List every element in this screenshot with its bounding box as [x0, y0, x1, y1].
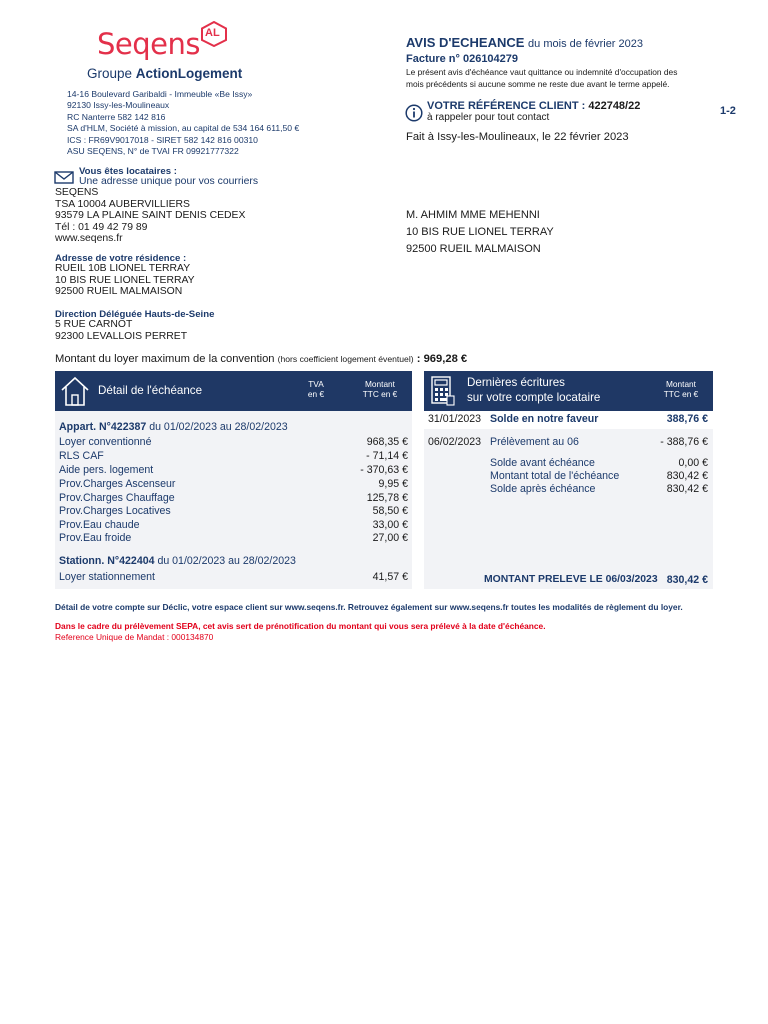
detail-item-value: - 370,63 €: [360, 464, 408, 476]
summary-label: Solde après échéance: [490, 483, 596, 495]
notice-disclaimer: Le présent avis d'échéance vaut quittance ou indemnité d'occupation des mois précédents si aucune somme ne reste due avant le terme appelé.: [406, 67, 678, 89]
account-entry-label: Solde en notre faveur: [490, 413, 599, 425]
brand-logo-word: Seqens: [97, 27, 200, 61]
detail-item-label: Prov.Eau chaude: [59, 519, 140, 531]
account-entry-value: - 388,76 €: [660, 436, 708, 448]
brand-group-name: Groupe ActionLogement: [87, 66, 243, 81]
parking-line: Stationn. N°422404 du 01/02/2023 au 28/02/2023: [59, 555, 296, 567]
detail-item-value: - 71,14 €: [366, 450, 408, 462]
place-date: Fait à Issy-les-Moulineaux, le 22 février 2023: [406, 131, 629, 143]
parking-item-value: 41,57 €: [372, 571, 408, 583]
detail-item-value: 27,00 €: [372, 532, 408, 544]
detail-panel-title: Détail de l'échéance: [98, 384, 203, 397]
tenants-subtitle: Une adresse unique pour vos courriers: [79, 176, 259, 187]
apartment-line: Appart. N°422387 du 01/02/2023 au 28/02/2023: [59, 421, 288, 433]
direction-address: 5 RUE CARNOT 92300 LEVALLOIS PERRET: [55, 319, 188, 342]
calculator-icon: [429, 376, 455, 411]
summary-value: 830,42 €: [666, 470, 708, 482]
sender-address: 14-16 Boulevard Garibaldi - Immeuble «Be Issy» 92130 Issy-les-Moulineaux RC Nanterre 582 142 816 SA d'HLM, Société à mission, au capital de 534 164 611,50 € ICS : FR69V9017018 - SIRET 582 142 816 00310 ASU SEQENS, N° de TVAI FR 09921777322: [67, 89, 300, 157]
detail-item-label: Prov.Charges Locatives: [59, 505, 171, 517]
invoice-number: Facture n° 026104279: [406, 53, 519, 65]
col-montant-header: Montant TTC en €: [362, 379, 398, 399]
max-rent-line: Montant du loyer maximum de la convention (hors coefficient logement éventuel) : 969,28 €: [55, 353, 468, 365]
detail-item-label: Prov.Charges Chauffage: [59, 492, 175, 504]
page-number: 1-2: [720, 105, 736, 117]
total-debit-label: MONTANT PRELEVE LE 06/03/2023: [484, 574, 658, 585]
brand-logo-badge: [200, 21, 228, 47]
account-entry-date: 31/01/2023: [428, 413, 482, 425]
client-reference: VOTRE RÉFÉRENCE CLIENT : 422748/22: [427, 100, 641, 112]
detail-item-value: 968,35 €: [366, 436, 408, 448]
footer-sepa: Dans le cadre du prélèvement SEPA, cet avis sert de prénotification du montant qui vous sera prélevé à la date d'échéance.: [55, 621, 546, 631]
col-montant-header: Montant TTC en €: [663, 379, 699, 399]
brand-badge-text: AL: [205, 27, 220, 39]
account-entry-value: 388,76 €: [666, 413, 708, 425]
parking-item-label: Loyer stationnement: [59, 571, 155, 583]
total-debit-value: 830,42 €: [666, 574, 708, 586]
detail-item-label: RLS CAF: [59, 450, 104, 462]
detail-item-label: Aide pers. logement: [59, 464, 154, 476]
detail-item-value: 9,95 €: [378, 478, 408, 490]
summary-label: Solde avant échéance: [490, 457, 595, 469]
account-entry-date: 06/02/2023: [428, 436, 482, 448]
tenants-address: SEQENS TSA 10004 AUBERVILLIERS 93579 LA PLAINE SAINT DENIS CEDEX Tél : 01 49 42 79 89 www.seqens.fr: [55, 187, 246, 245]
client-reference-hint: à rappeler pour tout contact: [427, 112, 550, 123]
detail-item-value: 58,50 €: [372, 505, 408, 517]
detail-item-value: 33,00 €: [372, 519, 408, 531]
account-panel-title: Dernières écritures sur votre compte locataire: [467, 376, 601, 404]
tenants-title: Vous êtes locataires :: [79, 166, 177, 177]
recipient-address: M. AHMIM MME MEHENNI 10 BIS RUE LIONEL TERRAY 92500 RUEIL MALMAISON: [406, 209, 554, 255]
summary-value: 0,00 €: [678, 457, 708, 469]
info-icon: [405, 104, 423, 127]
col-tva-header: TVA en €: [307, 379, 325, 399]
summary-label: Montant total de l'échéance: [490, 470, 620, 482]
account-panel-header: [424, 371, 713, 411]
summary-value: 830,42 €: [666, 483, 708, 495]
footer-mandate: Reference Unique de Mandat : 000134870: [55, 632, 214, 642]
detail-item-label: Loyer conventionné: [59, 436, 152, 448]
detail-item-value: 125,78 €: [366, 492, 408, 504]
footer-info: Détail de votre compte sur Déclic, votre espace client sur www.seqens.fr. Retrouvez également sur www.seqens.fr toutes les modalités de règlement du loyer.: [55, 602, 683, 612]
detail-item-label: Prov.Charges Ascenseur: [59, 478, 176, 490]
notice-title: AVIS D'ECHEANCE du mois de février 2023: [406, 35, 643, 50]
residence-title: Adresse de votre résidence :: [55, 253, 187, 264]
house-icon: [60, 375, 90, 412]
detail-item-label: Prov.Eau froide: [59, 532, 132, 544]
direction-title: Direction Déléguée Hauts-de-Seine: [55, 309, 215, 320]
detail-panel-header: [55, 371, 412, 411]
residence-address: RUEIL 10B LIONEL TERRAY 10 BIS RUE LIONEL TERRAY 92500 RUEIL MALMAISON: [55, 263, 195, 298]
account-entry-label: Prélèvement au 06: [490, 436, 579, 448]
